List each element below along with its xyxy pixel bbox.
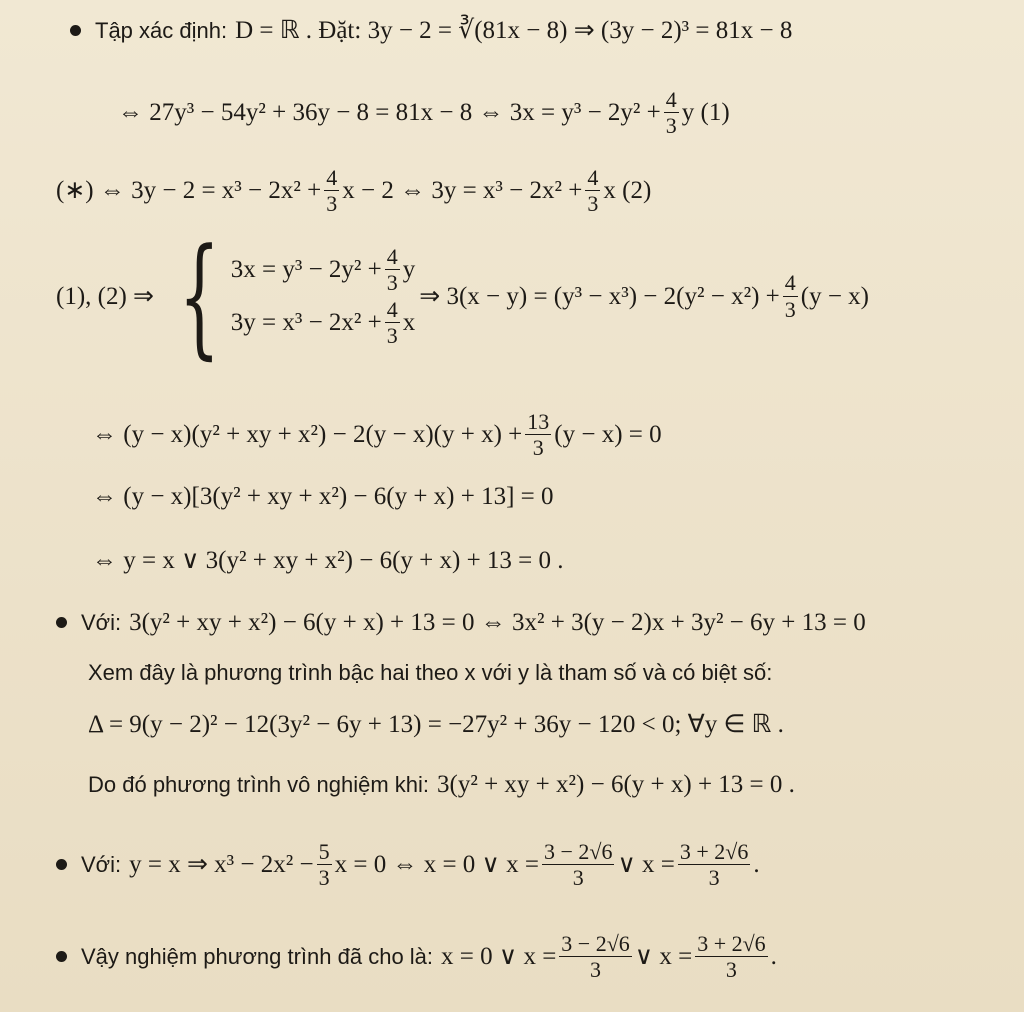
line-equation-5 (92, 548, 564, 573)
fraction (695, 932, 767, 981)
math: (1), (2) ⇒ (56, 282, 154, 310)
math: 3x = y³ − 2y² + (230, 255, 382, 283)
numerator: 4 (326, 165, 338, 190)
numerator: 3 + 2√6 (697, 931, 766, 956)
system-row-2 (231, 298, 416, 347)
math: x − 2 ⇔ 3y = x³ − 2x² + (342, 177, 583, 205)
math: ∨ x = (617, 851, 675, 879)
numerator: 4 (665, 87, 677, 112)
numerator: 13 (527, 409, 550, 434)
fraction (317, 840, 332, 889)
line-system (56, 220, 869, 372)
math: D = ℝ . Đặt: 3y − 2 = ∛(81x − 8) ⇒ (3y − 2)³ = 81x − 8 (235, 17, 793, 44)
math: x (402, 309, 416, 337)
denominator: 3 (665, 113, 677, 139)
line-equation-4 (92, 484, 554, 509)
fraction (664, 88, 679, 137)
math: y = x ⇒ x³ − 2x² − (129, 851, 314, 879)
math: y (1) (681, 99, 730, 127)
math: ⇔ y = x ∨ 3(y² + xy + x²) − 6(y + x) + 13 = 0 . (92, 547, 564, 574)
brace: { (178, 220, 221, 372)
math: ⇔ (y − x)(y² + xy + x²) − 2(y − x)(y + x) + (92, 421, 523, 449)
math: x (2) (603, 177, 652, 205)
line-case-2 (56, 840, 760, 889)
fraction (585, 166, 600, 215)
fraction (385, 245, 400, 294)
numerator: 4 (587, 165, 599, 190)
line-equation-1 (118, 88, 730, 137)
math: . (753, 851, 760, 879)
bullet-icon (56, 951, 67, 962)
line-final-answer (56, 932, 777, 981)
numerator: 4 (386, 243, 398, 269)
math: x = 0 ∨ x = (441, 943, 557, 971)
denominator: 3 (587, 191, 599, 217)
system-row-1 (231, 245, 416, 294)
math: 3y = x³ − 2x² + (230, 309, 382, 337)
label: Với: (81, 609, 122, 635)
fraction (542, 840, 614, 889)
line-conclusion-1 (88, 772, 795, 797)
numerator: 3 − 2√6 (543, 839, 613, 864)
line-domain (70, 18, 792, 43)
denominator: 3 (784, 296, 796, 322)
label: Với: (81, 851, 122, 877)
fraction (783, 271, 798, 320)
math: (y − x) = 0 (554, 421, 662, 449)
math: ⇔ 27y³ − 54y² + 36y − 8 = 81x − 8 ⇔ 3x = y³ − 2y² + (118, 99, 661, 127)
equation-system (158, 220, 416, 372)
line-discriminant (88, 712, 784, 737)
denominator: 3 (386, 269, 398, 295)
math: ∨ x = (634, 943, 693, 971)
line-equation-3 (92, 410, 662, 459)
fraction (324, 166, 339, 215)
bullet-icon (56, 617, 67, 628)
denominator: 3 (725, 957, 737, 983)
math: . (770, 943, 777, 971)
numerator: 5 (318, 839, 330, 864)
numerator: 4 (386, 297, 398, 322)
math: ⇒ 3(x − y) = (y³ − x³) − 2(y² − x²) + (419, 282, 780, 310)
denominator: 3 (318, 865, 330, 891)
math: (∗) ⇔ 3y − 2 = x³ − 2x² + (56, 177, 322, 205)
numerator: 3 + 2√6 (679, 839, 749, 864)
math: 3(y² + xy + x²) − 6(y + x) + 13 = 0 ⇔ 3x² + 3(y − 2)x + 3y² − 6y + 13 = 0 (129, 609, 866, 636)
fraction (385, 298, 400, 347)
line-case-1 (56, 610, 866, 635)
math: (y − x) (800, 282, 869, 310)
math: ⇔ (y − x)[3(y² + xy + x²) − 6(y + x) + 13] = 0 (92, 483, 554, 510)
label: Tập xác định: (95, 17, 228, 43)
math: 3(y² + xy + x²) − 6(y + x) + 13 = 0 . (437, 771, 795, 798)
math: Δ = 9(y − 2)² − 12(3y² − 6y + 13) = −27y² + 36y − 120 < 0; ∀y ∈ ℝ . (88, 711, 784, 738)
math: y (402, 255, 416, 283)
numerator: 4 (784, 270, 796, 296)
paragraph: Xem đây là phương trình bậc hai theo x với y là tham số và có biệt số: (88, 660, 773, 685)
denominator: 3 (708, 865, 720, 891)
math: x = 0 ⇔ x = 0 ∨ x = (334, 851, 539, 879)
label: Vậy nghiệm phương trình đã cho là: (81, 943, 434, 969)
denominator: 3 (572, 865, 584, 891)
label: Do đó phương trình vô nghiệm khi: (88, 771, 430, 797)
line-text (88, 662, 780, 684)
denominator: 3 (326, 191, 338, 217)
fraction (559, 932, 631, 981)
fraction (525, 410, 551, 459)
denominator: 3 (386, 323, 398, 349)
bullet-icon (70, 25, 81, 36)
line-equation-2 (56, 166, 651, 215)
denominator: 3 (590, 957, 602, 983)
fraction (678, 840, 750, 889)
denominator: 3 (532, 435, 544, 461)
bullet-icon (56, 859, 67, 870)
numerator: 3 − 2√6 (561, 931, 630, 956)
